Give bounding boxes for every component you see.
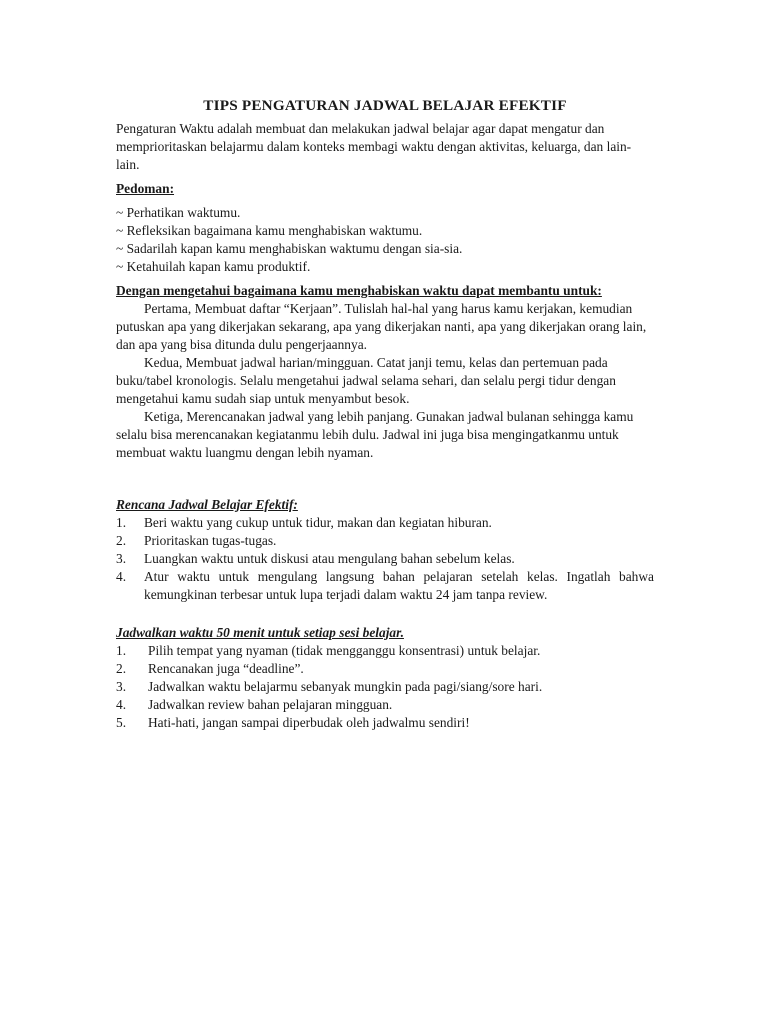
list-number: 4. [116, 697, 127, 712]
list-text: Atur waktu untuk mengulang langsung bahan pelajaran setelah kelas. Ingatlah bahwa kemungkinan terbesar untuk lupa terjadi dalam waktu 24 jam tanpa review. [144, 569, 654, 602]
list-text: Hati-hati, jangan sampai diperbudak oleh jadwalmu sendiri! [148, 715, 470, 730]
list-item [116, 714, 654, 732]
list-text: Beri waktu yang cukup untuk tidur, makan dan kegiatan hiburan. [144, 515, 492, 530]
pedoman-item: ~ Refleksikan bagaimana kamu menghabiskan waktumu. [116, 223, 423, 238]
paragraph-pertama: Pertama, Membuat daftar “Kerjaan”. Tulislah hal-hal yang harus kamu kerjakan, kemudian putuskan apa yang dikerjakan sekarang, apa yang dikerjakan nanti, apa yang dikerjakan orang lain, dan apa yang bisa ditunda dulu pengerjaannya. [116, 301, 647, 352]
list-text: Jadwalkan review bahan pelajaran mingguan. [148, 697, 393, 712]
list-text: Rencanakan juga “deadline”. [148, 661, 304, 676]
list-number: 4. [116, 569, 127, 584]
paragraph-ketiga: Ketiga, Merencanakan jadwal yang lebih panjang. Gunakan jadwal bulanan sehingga kamu selalu bisa merencanakan kegiatanmu lebih dulu. Jadwal ini juga bisa mengingatkanmu untuk membuat waktu luangmu dengan lebih nyaman. [116, 409, 634, 460]
list-item [116, 660, 654, 678]
jadwalkan-list [116, 642, 654, 732]
document-title: TIPS PENGATURAN JADWAL BELAJAR EFEKTIF [203, 97, 567, 114]
paragraph-kedua: Kedua, Membuat jadwal harian/mingguan. Catat janji temu, kelas dan pertemuan pada buku/tabel kronologis. Selalu mengetahui jadwal selama sehari, dan selalu pergi tidur dengan mengetahui kamu sudah siap untuk menyambut besok. [116, 355, 616, 406]
list-text: Prioritaskan tugas-tugas. [144, 533, 277, 548]
pedoman-item: ~ Ketahuilah kapan kamu produktif. [116, 259, 311, 274]
list-item [116, 696, 654, 714]
pedoman-item: ~ Sadarilah kapan kamu menghabiskan waktumu dengan sia-sia. [116, 241, 463, 256]
pedoman-item: ~ Perhatikan waktumu. [116, 205, 241, 220]
list-text: Pilih tempat yang nyaman (tidak mengganggu konsentrasi) untuk belajar. [148, 643, 541, 658]
list-number: 2. [116, 661, 127, 676]
list-item [116, 532, 654, 550]
rencana-heading: Rencana Jadwal Belajar Efektif: [116, 497, 298, 512]
list-number: 3. [116, 551, 127, 566]
list-text: Jadwalkan waktu belajarmu sebanyak mungkin pada pagi/siang/sore hari. [148, 679, 543, 694]
list-number: 1. [116, 643, 127, 658]
pedoman-heading: Pedoman: [116, 181, 175, 196]
list-number: 3. [116, 679, 127, 694]
jadwalkan-heading: Jadwalkan waktu 50 menit untuk setiap sesi belajar. [116, 625, 404, 640]
list-item [116, 514, 654, 532]
list-item [116, 678, 654, 696]
intro-paragraph: Pengaturan Waktu adalah membuat dan melakukan jadwal belajar agar dapat mengatur dan memprioritaskan belajarmu dalam konteks membagi waktu dengan aktivitas, keluarga, dan lain-lain. [116, 121, 632, 172]
list-text: Luangkan waktu untuk diskusi atau mengulang bahan sebelum kelas. [144, 551, 515, 566]
document-content [116, 96, 654, 732]
pedoman-list [116, 204, 654, 276]
list-item [116, 550, 654, 568]
list-item [116, 568, 654, 604]
mengetahui-heading: Dengan mengetahui bagaimana kamu menghabiskan waktu dapat membantu untuk: [116, 283, 602, 298]
list-item [116, 642, 654, 660]
list-number: 2. [116, 533, 127, 548]
rencana-list [116, 514, 654, 604]
list-number: 5. [116, 715, 127, 730]
list-number: 1. [116, 515, 127, 530]
